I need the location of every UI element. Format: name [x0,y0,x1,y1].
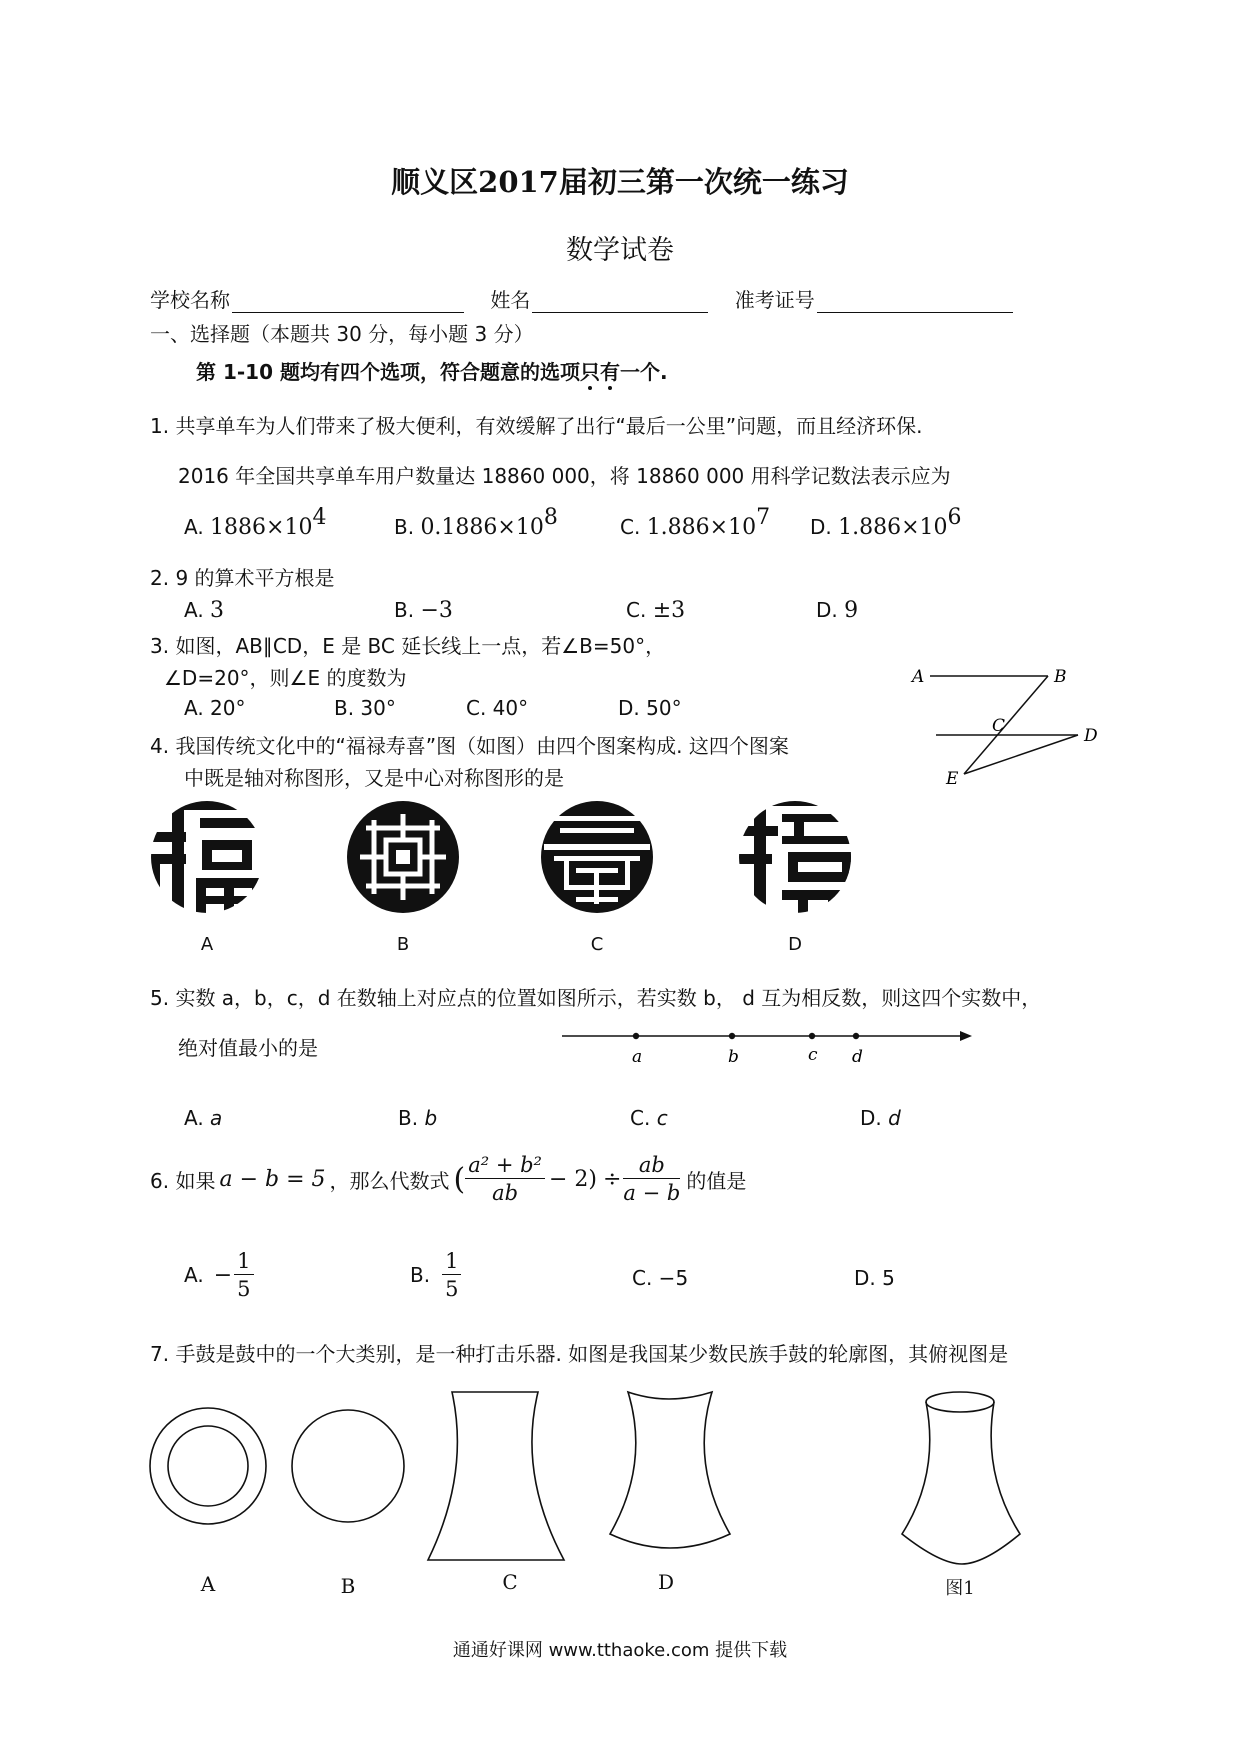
emph-char-1: 只 [579,360,600,384]
school-field[interactable] [232,290,464,313]
school-label: 学校名称 [150,288,230,312]
q1-option-a[interactable]: A. $1886\times 10^4$ [184,505,327,540]
name-label: 姓名 [490,288,531,312]
point-c-label: c [808,1045,818,1065]
section-instruction [196,356,668,385]
instruction-emph [580,360,620,384]
q3-option-c[interactable]: C. 40° [466,696,529,720]
q3-option-a[interactable]: A. 20° [184,696,246,720]
drum-label-c: C [502,1570,518,1594]
emblem-label-a: A [200,934,214,955]
option-b-circle [292,1410,404,1522]
id-label: 准考证号 [734,288,815,312]
number-line-arrow [960,1031,972,1041]
point-b [729,1033,735,1039]
section-heading: 一、选择题（本题共 30 分，每小题 3 分） [150,322,534,346]
q5-option-c[interactable]: C. c [630,1106,668,1130]
q5-option-a[interactable]: A. a [184,1106,223,1130]
drum-figures [140,1384,1140,1584]
drum-label-b: B [340,1574,356,1598]
point-a [633,1033,639,1039]
q6-stem [150,1154,746,1204]
emph-char-2: 有 [599,360,620,384]
q3-line1: 3. 如图，AB∥CD，E 是 BC 延长线上一点，若∠B=50°， [150,634,666,658]
q4-line2: 中既是轴对称图形，又是中心对称图形的是 [184,766,564,790]
emblem-label-c: C [590,934,604,955]
q6-option-b[interactable]: B. $\frac{1}{5}$ [410,1250,461,1300]
instruction-prefix: 第 1-10 题均有四个选项，符合题意的选项 [196,360,580,384]
drum-label-d: D [657,1570,675,1594]
q2-option-d[interactable]: D. 9 [816,598,859,623]
point-c-label: C [992,716,1006,736]
q6-suffix: 的值是 [686,1168,747,1193]
q6-middle: ，那么代数式 [329,1168,450,1193]
instruction-suffix: 一个. [619,360,668,384]
q6-condition: a − b = 5 [219,1166,326,1192]
q7-stem: 7. 手鼓是鼓中的一个大类别，是一种打击乐器. 如图是我国某少数民族手鼓的轮廓图，其俯视图是 [150,1342,1009,1366]
emblem-xi-icon[interactable] [738,800,852,914]
point-c [809,1033,815,1039]
q5-option-d[interactable]: D. d [860,1106,901,1130]
point-a-label: A [912,667,925,687]
point-d-label: D [1084,726,1098,746]
q4-line1: 4. 我国传统文化中的“福禄寿喜”图（如图）由四个图案构成. 这四个图案 [150,734,789,758]
q6-minus-two: − 2) [548,1166,597,1192]
name-field[interactable] [532,290,708,313]
q6-divide: ÷ [602,1166,622,1192]
point-b-label: b [728,1047,739,1067]
option-d-shape [610,1392,730,1548]
q2-option-a[interactable]: A. 3 [184,598,225,623]
q1-line2: 2016 年全国共享单车用户数量达 18860 000，将 18860 000 用科学记数法表示应为 [178,464,951,488]
footer-download-note: 通通好课网 www.tthaoke.com 提供下载 [452,1640,788,1661]
id-field[interactable] [817,290,1013,313]
q1-option-b[interactable]: B. $0.1886\times 10^8$ [394,505,558,540]
q2-stem: 2. 9 的算术平方根是 [150,566,335,590]
drum-body [902,1402,1020,1564]
emblem-lu-icon[interactable] [346,800,460,914]
drum-top-ellipse [926,1392,994,1412]
option-a-inner-circle [168,1426,248,1506]
q6-option-a[interactable]: A. − $\frac{1}{5}$ [184,1250,254,1300]
drum-figure-label: 图1 [945,1578,975,1599]
q6-option-d[interactable]: D. 5 [854,1266,895,1290]
point-e-label: E [946,769,959,788]
q3-geometry-figure [900,658,1120,788]
page-subtitle: 数学试卷 [566,235,674,266]
page-title: 顺义区2017届初三第一次统一练习 [391,165,849,199]
q2-option-b[interactable]: B. −3 [394,598,453,623]
emblem-shou-icon[interactable] [540,800,654,914]
q1-option-d[interactable]: D. $1.886\times 10^6$ [810,505,962,540]
q3-option-d[interactable]: D. 50° [618,696,682,720]
point-b-label: B [1054,667,1067,687]
info-row [150,284,1013,313]
q5-option-b[interactable]: B. b [398,1106,438,1130]
q6-fraction-2: $\frac{ab}{a - b}$ [623,1153,681,1206]
q5-line2: 绝对值最小的是 [178,1036,318,1060]
drum-label-a: A [200,1572,216,1596]
option-c-shape [428,1392,564,1560]
emblem-label-d: D [788,934,802,955]
q5-line1: 5. 实数 a，b，c，d 在数轴上对应点的位置如图所示，若实数 b， d 互为相反数，则这四个实数中， [150,986,1042,1010]
number-line [556,1020,976,1070]
q6-open-paren: ( [453,1161,466,1197]
point-a-label: a [632,1047,643,1067]
q1-option-c[interactable]: C. $1.886\times 10^7$ [620,505,771,540]
q6-option-c[interactable]: C. −5 [632,1266,689,1290]
q6-fraction-1: $\frac{\text{a² + b²}}{ab}$ [465,1154,545,1204]
point-d [853,1033,859,1039]
q3-line2: ∠D=20°，则∠E 的度数为 [164,666,407,690]
q6-prefix: 6. 如果 [150,1168,216,1193]
q2-option-c[interactable]: C. ±3 [626,598,686,623]
point-d-label: d [852,1047,863,1067]
emblem-fu-icon[interactable] [150,800,264,914]
emblem-label-b: B [396,934,410,955]
q1-line1: 1. 共享单车为人们带来了极大便利，有效缓解了出行“最后一公里”问题，而且经济环保. [150,414,923,438]
q3-option-b[interactable]: B. 30° [334,696,396,720]
